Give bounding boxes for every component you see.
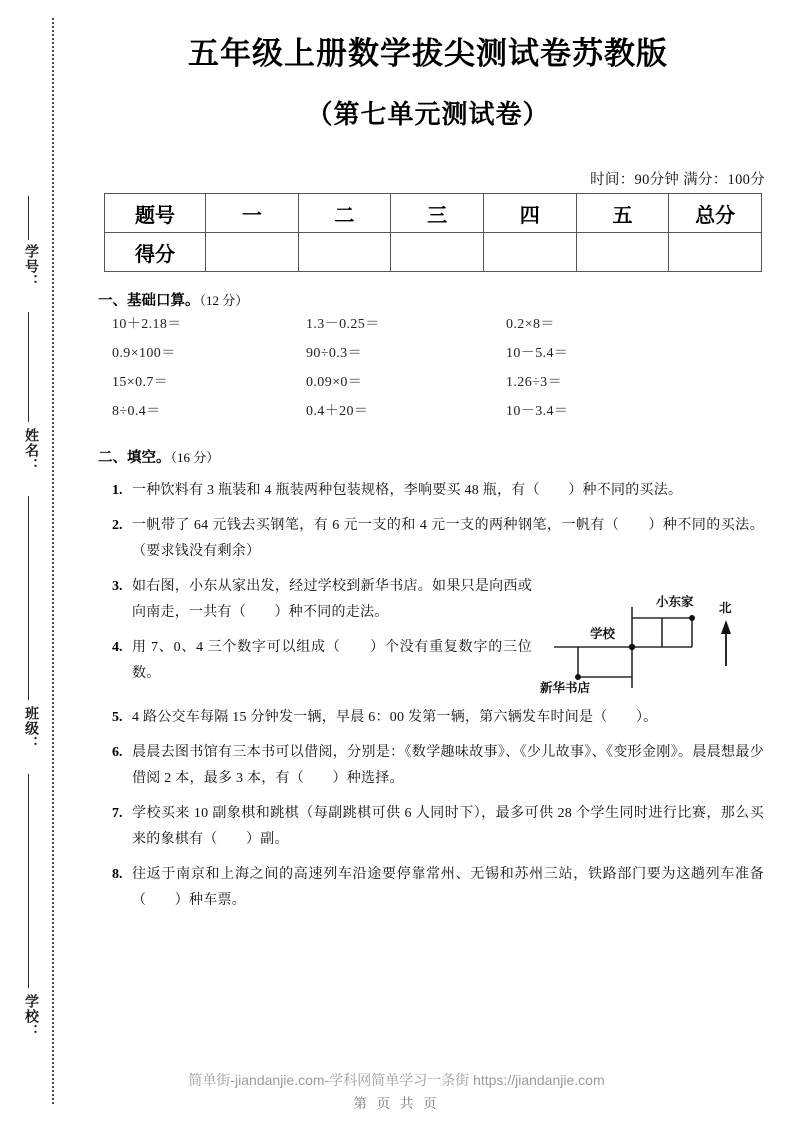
question-number: 6. xyxy=(112,745,123,760)
oral-calc-grid xyxy=(112,308,752,424)
question-text: 往返于南京和上海之间的高速列车沿途要停靠常州、无锡和苏州三站，铁路部门要为这趟列车准备（ ）种车票。 xyxy=(132,867,764,908)
section-heading-fill-blank xyxy=(98,446,219,467)
score-table-row-label-score: 得分 xyxy=(105,233,206,272)
question-text: 如右图，小东从家出发，经过学校到新华书店。如果只是向西或向南走，一共有（ ）种不同的走法。 xyxy=(132,579,532,620)
oral-problem: 1.26÷3＝ xyxy=(506,374,562,390)
section-points: （12 分） xyxy=(199,293,249,308)
score-cell-5[interactable] xyxy=(576,233,669,272)
score-table-col-total: 总分 xyxy=(669,194,762,233)
score-cell-1[interactable] xyxy=(206,233,299,272)
score-cell-total[interactable] xyxy=(669,233,762,272)
seal-label-school: 学校： xyxy=(23,994,38,1039)
question-text: 一种饮料有 3 瓶装和 4 瓶装两种包装规格，李响要买 48 瓶，有（ ）种不同的买法。 xyxy=(132,483,683,498)
seal-margin xyxy=(0,0,78,1122)
oral-calc-row xyxy=(112,337,752,366)
score-table-col-1: 一 xyxy=(206,194,299,233)
score-cell-2[interactable] xyxy=(298,233,391,272)
oral-problem: 0.4＋20＝ xyxy=(306,403,369,419)
oral-problem: 10＋2.18＝ xyxy=(112,316,182,332)
node-school xyxy=(629,644,635,650)
oral-problem: 0.09×0＝ xyxy=(306,374,363,390)
route-map-figure xyxy=(540,592,790,704)
seal-rule-3 xyxy=(28,496,29,700)
question-item xyxy=(112,862,764,914)
seal-dotted-line xyxy=(52,18,54,1104)
question-text: 用 7、0、4 三个数字可以组成（ ）个没有重复数字的三位数。 xyxy=(132,640,532,681)
section-heading-text: 一、基础口算。 xyxy=(98,293,200,309)
oral-problem: 8÷0.4＝ xyxy=(112,403,161,419)
node-home xyxy=(689,615,695,621)
seal-label-name: 姓名： xyxy=(23,428,38,473)
question-item xyxy=(112,513,764,565)
footer-site-credit: 简单街-jiandanjie.com-学科网简单学习一条街 https://jiandanjie.com xyxy=(188,1072,605,1088)
question-number: 2. xyxy=(112,518,123,533)
seal-rule-1 xyxy=(28,196,29,240)
map-label-home: 小东家 xyxy=(656,595,694,609)
seal-label-student-id: 学号： xyxy=(23,244,38,289)
question-item xyxy=(112,801,764,853)
score-table-col-3: 三 xyxy=(391,194,484,233)
seal-rule-4 xyxy=(28,774,29,988)
question-number: 5. xyxy=(112,710,123,725)
question-number: 4. xyxy=(112,640,123,655)
question-item xyxy=(112,478,764,504)
north-arrow-icon xyxy=(721,620,731,666)
map-label-north: 北 xyxy=(719,601,732,615)
question-number: 7. xyxy=(112,806,123,821)
section-heading-oral-calc xyxy=(98,289,248,310)
section-heading-text: 二、填空。 xyxy=(98,450,171,466)
footer-page-number: 第 页 共 页 xyxy=(353,1096,440,1111)
score-table xyxy=(104,193,762,272)
score-table-col-2: 二 xyxy=(298,194,391,233)
question-text: 一帆带了 64 元钱去买钢笔，有 6 元一支的和 4 元一支的两种钢笔，一帆有（ ）种不同的买法。（要求钱没有剩余） xyxy=(132,518,764,559)
oral-problem: 0.9×100＝ xyxy=(112,345,176,361)
oral-problem: 10－3.4＝ xyxy=(506,403,569,419)
oral-calc-row xyxy=(112,366,752,395)
oral-problem: 90÷0.3＝ xyxy=(306,345,362,361)
question-number: 1. xyxy=(112,483,123,498)
question-item xyxy=(112,740,764,792)
question-number: 3. xyxy=(112,579,123,594)
score-cell-3[interactable] xyxy=(391,233,484,272)
table-row-scores xyxy=(105,233,762,272)
question-text: 4 路公交车每隔 15 分钟发一辆，早晨 6：00 发第一辆，第六辆发车时间是（ ）。 xyxy=(132,710,658,725)
question-text: 学校买来 10 副象棋和跳棋（每副跳棋可供 6 人同时下），最多可供 28 个学生同时进行比赛，那么买来的象棋有（ ）副。 xyxy=(132,806,764,847)
oral-problem: 10－5.4＝ xyxy=(506,345,569,361)
question-item xyxy=(112,705,764,731)
oral-problem: 1.3－0.25＝ xyxy=(306,316,380,332)
table-row-header xyxy=(105,194,762,233)
score-table-col-4: 四 xyxy=(483,194,576,233)
oral-calc-row xyxy=(112,395,752,424)
seal-label-class: 班级： xyxy=(23,706,38,751)
map-label-school: 学校 xyxy=(590,627,616,641)
page-subtitle: （第七单元测试卷） xyxy=(306,100,550,129)
oral-problem: 15×0.7＝ xyxy=(112,374,169,390)
map-label-bookstore: 新华书店 xyxy=(540,681,591,695)
exam-meta: 时间：90分钟 满分：100分 xyxy=(590,172,765,188)
section-points: （16 分） xyxy=(170,450,220,465)
question-text: 晨晨去图书馆有三本书可以借阅，分别是：《数学趣味故事》、《少儿故事》、《变形金刚》。晨晨想最少借阅 2 本，最多 3 本，有（ ）种选择。 xyxy=(132,745,764,786)
page-title: 五年级上册数学拔尖测试卷苏教版 xyxy=(188,36,668,71)
oral-problem: 0.2×8＝ xyxy=(506,316,555,332)
score-cell-4[interactable] xyxy=(483,233,576,272)
map-roads xyxy=(554,607,692,688)
question-number: 8. xyxy=(112,867,123,882)
score-table-row-label: 题号 xyxy=(105,194,206,233)
oral-calc-row xyxy=(112,308,752,337)
score-table-col-5: 五 xyxy=(576,194,669,233)
seal-rule-2 xyxy=(28,312,29,422)
